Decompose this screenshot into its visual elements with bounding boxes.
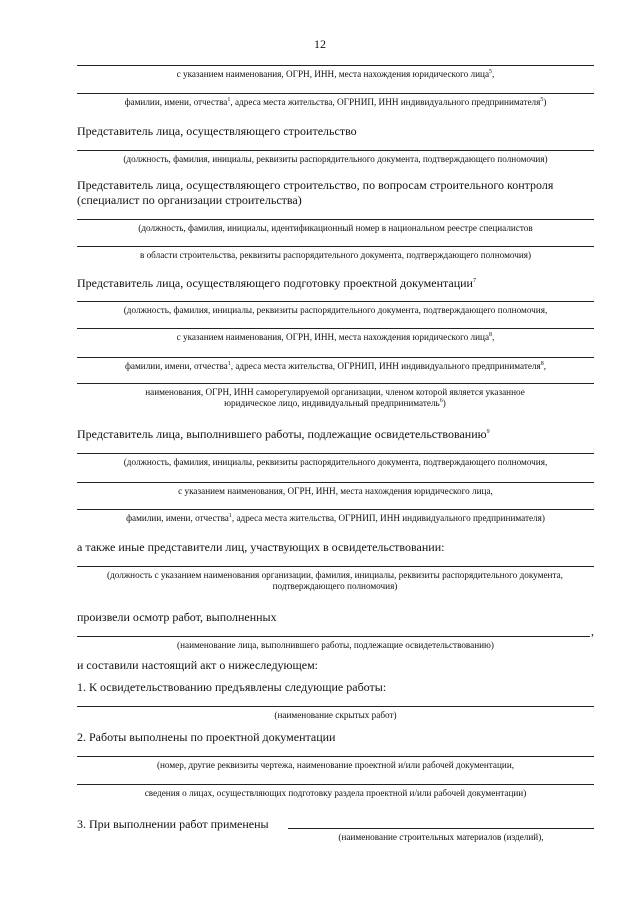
blank-line (77, 784, 594, 785)
heading-contractor-rep: Представитель лица, выполнившего работы, подлежащие освидетельствованию$^9$ (77, 427, 490, 441)
blank-line (77, 93, 594, 94)
page-number: 12 (314, 37, 326, 51)
blank-line (77, 756, 594, 757)
caption-designer-b: с указанием наименования, ОГРН, ИНН, места нахождения юридического лица$^8$, (176, 331, 495, 342)
heading-other-reps: а также иные представители лиц, участвующих в освидетельствовании: (77, 540, 445, 554)
blank-line (77, 219, 594, 220)
caption-materials: (наименование строительных материалов (изделий), (338, 832, 544, 842)
caption-drawing-b: сведения о лицах, осуществляющих подготовку раздела проектной и/или рабочей документации) (144, 788, 527, 798)
caption-hidden-works: (наименование скрытых работ) (274, 710, 397, 720)
blank-line (77, 482, 594, 483)
blank-line (77, 706, 594, 707)
heading-inspected-works: произвели осмотр работ, выполненных (77, 610, 277, 624)
caption-contractor-a: (должность, фамилия, инициалы, реквизиты распорядительного документа, подтверждающего полномочия, (123, 457, 548, 467)
blank-line (77, 566, 594, 567)
heading-construction-control-rep: Представитель лица, осуществляющего строительство, по вопросам строительного контроля (специалист по организации строительства) (77, 178, 554, 207)
heading-builder-rep: Представитель лица, осуществляющего строительство (77, 124, 357, 138)
blank-line (77, 453, 594, 454)
blank-line (77, 636, 590, 637)
blank-line (77, 357, 594, 358)
blank-line (77, 509, 594, 510)
caption-designer-a: (должность, фамилия, инициалы, реквизиты распорядительного документа, подтверждающего полномочия, (123, 305, 548, 315)
caption-designer-c: фамилии, имени, отчества$^1$, адреса места жительства, ОГРНИП, ИНН индивидуального предпринимателя$^8$, (124, 360, 547, 371)
item-3-heading: 3. При выполнении работ применены (77, 817, 269, 831)
heading-designer-rep: Представитель лица, осуществляющего подготовку проектной документации$^7$ (77, 276, 476, 290)
caption-control-rep-a: (должность, фамилия, инициалы, идентификационный номер в национальном реестре специалистов (138, 223, 533, 233)
blank-line (77, 383, 594, 384)
caption-contractor-c: фамилии, имени, отчества$^1$, адреса места жительства, ОГРНИП, ИНН индивидуального предпринимателя) (126, 512, 545, 523)
item-1-heading: 1. К освидетельствованию предъявлены следующие работы: (77, 680, 387, 694)
blank-line (77, 246, 594, 247)
caption-contractor-b: с указанием наименования, ОГРН, ИНН, места нахождения юридического лица, (178, 486, 493, 496)
caption-designer-d: наименования, ОГРН, ИНН саморегулируемой организации, членом которой является указанное юридическое лицо, индивидуальный предприниматель$^6$) (145, 387, 525, 408)
blank-line (77, 150, 594, 151)
caption-legal-entity: с указанием наименования, ОГРН, ИНН, места нахождения юридического лица$^5$, (176, 68, 495, 79)
blank-line (288, 828, 594, 829)
caption-other-reps: (должность с указанием наименования организации, фамилия, инициалы, реквизиты распорядительного документа, подтверждающего полномочия) (107, 570, 563, 591)
caption-builder-rep: (должность, фамилия, инициалы, реквизиты распорядительного документа, подтверждающего полномочия) (123, 154, 548, 164)
item-2-heading: 2. Работы выполнены по проектной документации (77, 730, 336, 744)
blank-line (77, 328, 594, 329)
blank-line (77, 65, 594, 66)
comma-mark: , (591, 624, 594, 638)
blank-line (77, 301, 594, 302)
caption-contractor-name: (наименование лица, выполнившего работы, подлежащие освидетельствованию) (177, 640, 494, 650)
heading-act-drawn: и составили настоящий акт о нижеследующем: (77, 658, 319, 672)
caption-control-rep-b: в области строительства, реквизиты распорядительного документа, подтверждающего полномочия) (139, 250, 532, 260)
caption-drawing-a: (номер, другие реквизиты чертежа, наименование проектной и/или рабочей документации, (156, 760, 515, 770)
caption-individual: фамилии, имени, отчества$^1$, адреса места жительства, ОГРНИП, ИНН индивидуального предпринимателя$^5$) (124, 96, 547, 107)
